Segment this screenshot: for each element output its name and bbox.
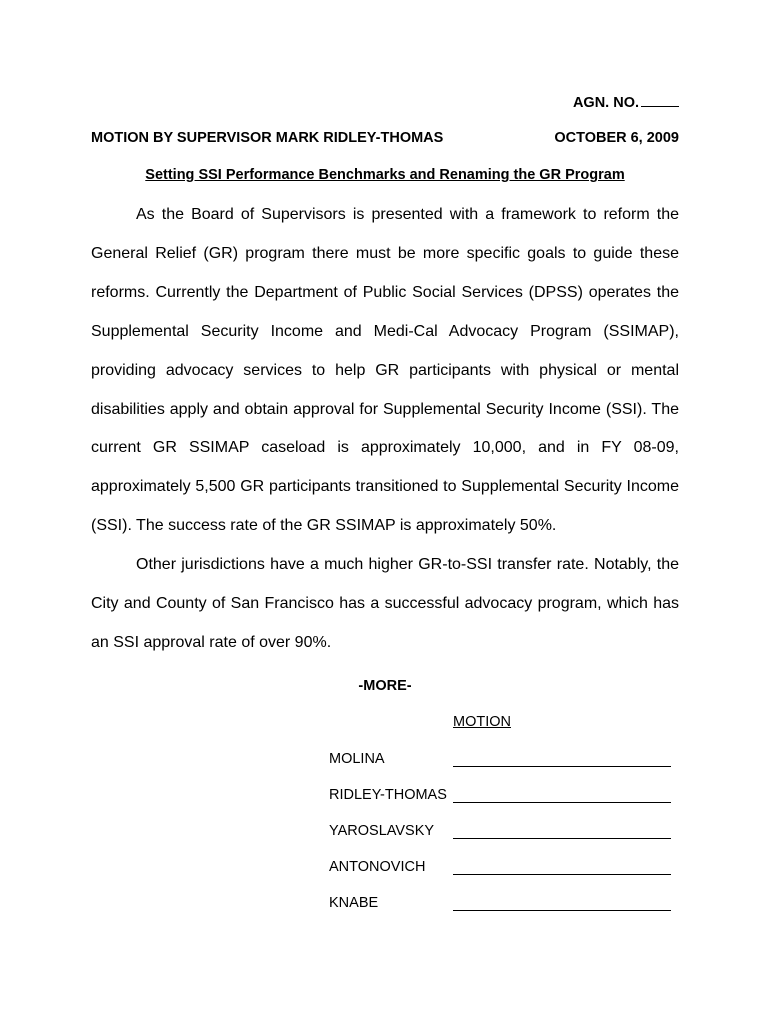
supervisor-name: RIDLEY-THOMAS [329,787,447,803]
vote-list [329,749,674,929]
motion-author: MOTION BY SUPERVISOR MARK RIDLEY-THOMAS [91,130,444,146]
vote-row [329,893,674,929]
motion-subject: Setting SSI Performance Benchmarks and Renaming the GR Program [145,167,625,183]
agenda-number-label: AGN. NO. [572,95,639,111]
body-paragraph-2: Other jurisdictions have a much higher GR-to-SSI transfer rate. Notably, the City and County of San Francisco has a successful advocacy program, which has an SSI approval rate of over 90%. [91,556,679,651]
vote-line [453,874,671,875]
body-paragraph-1: As the Board of Supervisors is presented with a framework to reform the General Relief (GR) program there must be more specific goals to guide these reforms. Currently the Department of Public Social Services (DPSS) operates the Supplemental Security Income and Medi-Cal Advocacy Program (SSIMAP), providing advocacy services to help GR participants with physical or mental disabilities apply and obtain approval for Supplemental Security Income (SSI). The current GR SSIMAP caseload is approximately 10,000, and in FY 08-09, approximately 5,500 GR participants transitioned to Supplemental Security Income (SSI). The success rate of the GR SSIMAP is approximately 50%. [91,206,679,535]
motion-header [91,130,679,146]
vote-row [329,857,674,893]
motion-body [91,196,679,663]
motion-date: OCTOBER 6, 2009 [554,130,679,146]
supervisor-name: KNABE [329,895,379,911]
vote-row [329,821,674,857]
vote-line [453,910,671,911]
supervisor-name: YAROSLAVSKY [329,823,435,839]
vote-line [453,802,671,803]
supervisor-name: ANTONOVICH [329,859,426,875]
agenda-number-blank [641,93,679,107]
agenda-number [573,93,679,111]
vote-heading: MOTION [453,714,511,730]
vote-line [453,838,671,839]
more-indicator: -MORE- [358,678,412,694]
vote-row [329,749,674,785]
supervisor-name: MOLINA [329,751,385,767]
vote-line [453,766,671,767]
vote-row [329,785,674,821]
